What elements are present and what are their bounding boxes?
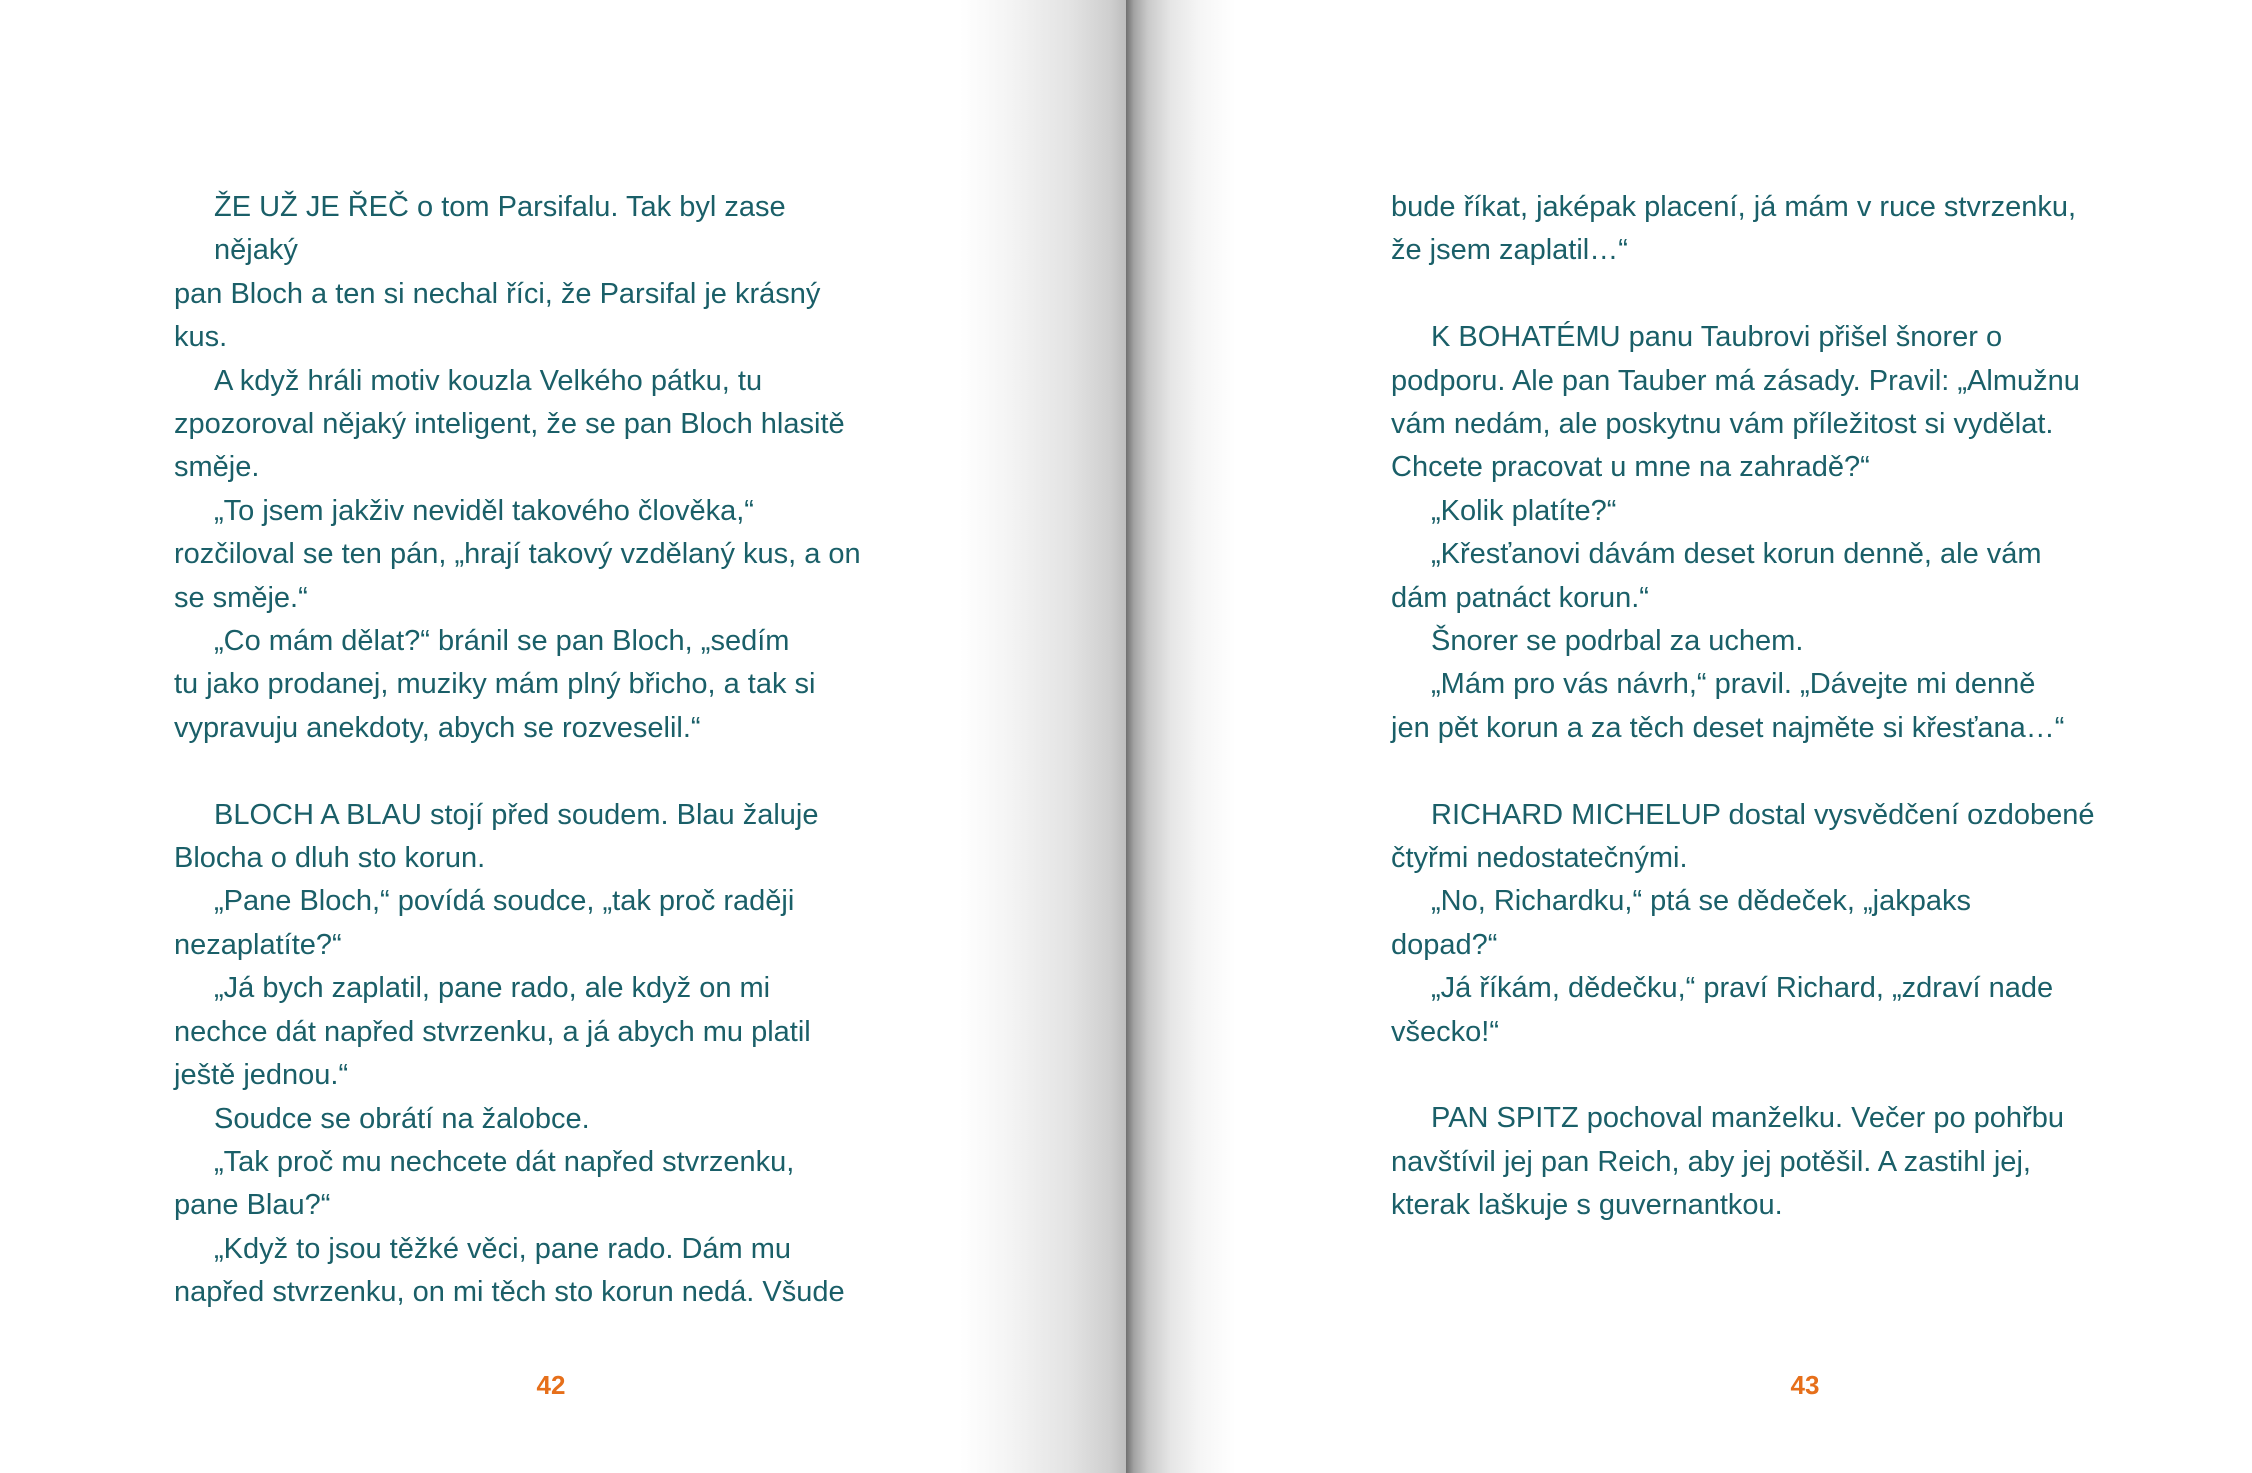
text-line: „Co mám dělat?“ bránil se pan Bloch, „sedím xyxy=(214,625,790,658)
text-line: „Já říkám, dědečku,“ praví Richard, „zdraví nade xyxy=(1431,972,2054,1005)
text-line: „Křesťanovi dávám deset korun denně, ale vám xyxy=(1431,538,2042,571)
text-line: ŽE UŽ JE ŘEČ o tom Parsifalu. Tak byl zase nějaký xyxy=(214,191,786,267)
text-line: „Kolik platíte?“ xyxy=(1431,494,1617,527)
text-line: PAN SPITZ pochoval manželku. Večer po pohřbu xyxy=(1431,1102,2064,1135)
text-line: nechce dát napřed stvrzenku, a já abych mu platil xyxy=(174,1015,811,1048)
text-line: Blocha o dluh sto korun. xyxy=(174,842,486,875)
text-line: „To jsem jakživ neviděl takového člověka,“ xyxy=(214,494,754,527)
text-line: ještě jednou.“ xyxy=(174,1059,349,1092)
section-gap xyxy=(1391,750,2231,793)
text-line: dopad?“ xyxy=(1391,928,1498,961)
text-line: se směje.“ xyxy=(174,581,308,614)
text-line: BLOCH A BLAU stojí před soudem. Blau žaluje xyxy=(214,798,819,831)
text-line: čtyřmi nedostatečnými. xyxy=(1391,842,1688,875)
right-page xyxy=(1126,0,2252,1473)
text-line: napřed stvrzenku, on mi těch sto korun nedá. Všude xyxy=(174,1276,845,1309)
text-line: Soudce se obrátí na žalobce. xyxy=(214,1102,590,1135)
text-line: jen pět korun a za těch deset najměte si křesťana…“ xyxy=(1391,711,2065,744)
section-gap xyxy=(1391,1054,2231,1097)
section-gap xyxy=(1391,273,2231,316)
text-line: dám patnáct korun.“ xyxy=(1391,581,1649,614)
page-number: 43 xyxy=(1790,1370,1820,1400)
text-line: směje. xyxy=(174,451,260,484)
text-line: kterak laškuje s guvernantkou. xyxy=(1391,1189,1783,1222)
text-line: zpozoroval nějaký inteligent, že se pan Bloch hlasitě xyxy=(174,408,845,441)
right-page-text xyxy=(1391,186,2231,1228)
text-line: Šnorer se podrbal za uchem. xyxy=(1431,625,1804,658)
text-line: nezaplatíte?“ xyxy=(174,928,342,961)
section-gap xyxy=(174,750,874,793)
text-line: A když hráli motiv kouzla Velkého pátku, tu xyxy=(214,364,763,397)
text-line: „Mám pro vás návrh,“ pravil. „Dávejte mi denně xyxy=(1431,668,2036,701)
text-line: navštívil jej pan Reich, aby jej potěšil. A zastihl jej, xyxy=(1391,1145,2031,1178)
text-line: vám nedám, ale poskytnu vám příležitost si vydělat. xyxy=(1391,408,2054,441)
text-line: „Já bych zaplatil, pane rado, ale když on mi xyxy=(214,972,771,1005)
text-line: vypravuju anekdoty, abych se rozveselil.“ xyxy=(174,711,701,744)
text-line: pane Blau?“ xyxy=(174,1189,331,1222)
text-line: K BOHATÉMU panu Taubrovi přišel šnorer o xyxy=(1431,321,2003,354)
text-line: že jsem zaplatil…“ xyxy=(1391,234,1628,267)
text-line: bude říkat, jaképak placení, já mám v ruce stvrzenku, xyxy=(1391,191,2077,223)
text-line: „Pane Bloch,“ povídá soudce, „tak proč raději xyxy=(214,885,795,918)
page-number: 42 xyxy=(536,1370,566,1400)
text-line: podporu. Ale pan Tauber má zásady. Pravil: „Almužnu xyxy=(1391,364,2080,397)
text-line: „No, Richardku,“ ptá se dědeček, „jakpaks xyxy=(1431,885,1971,918)
text-line: RICHARD MICHELUP dostal vysvědčení ozdobené xyxy=(1431,798,2095,831)
text-line: „Tak proč mu nechcete dát napřed stvrzenku, xyxy=(214,1145,795,1178)
text-line: tu jako prodanej, muziky mám plný břicho, a tak si xyxy=(174,668,816,701)
text-line: všecko!“ xyxy=(1391,1015,1499,1048)
text-line: pan Bloch a ten si nechal říci, že Parsifal je krásný kus. xyxy=(174,277,821,354)
text-line: rozčiloval se ten pán, „hrají takový vzdělaný kus, a on xyxy=(174,538,861,571)
text-line: „Když to jsou těžké věci, pane rado. Dám mu xyxy=(214,1232,792,1265)
text-line: Chcete pracovat u mne na zahradě?“ xyxy=(1391,451,1870,484)
left-page-text xyxy=(174,186,874,1315)
